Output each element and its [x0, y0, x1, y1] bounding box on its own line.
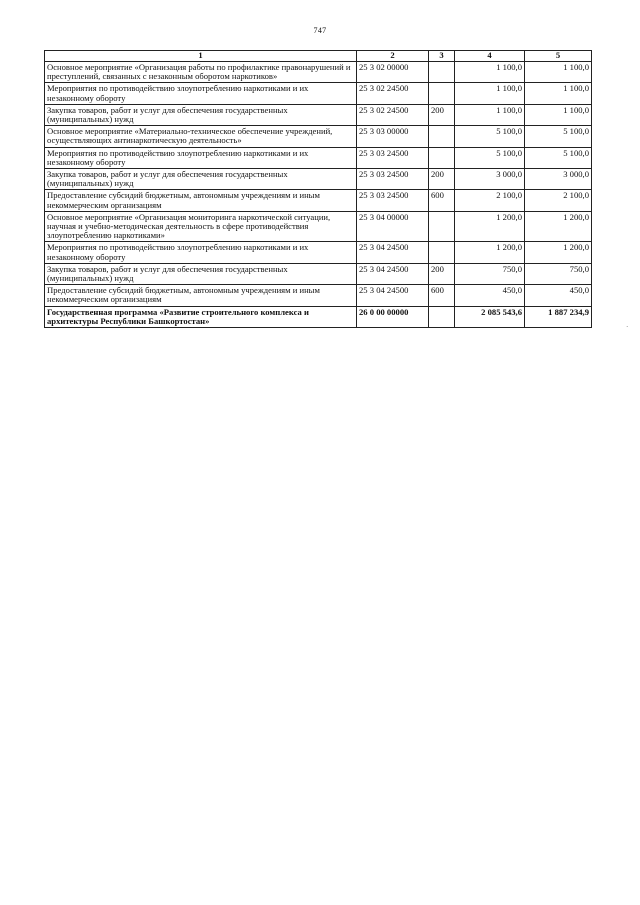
row-name: Мероприятия по противодействию злоупотреблению наркотиками и их незаконному обороту — [45, 242, 357, 263]
row-value-2: 1 100,0 — [525, 83, 592, 104]
row-value-2: 1 100,0 — [525, 104, 592, 125]
row-expense-type: 200 — [429, 169, 455, 190]
row-value-1: 1 100,0 — [455, 83, 525, 104]
total-code: 26 0 00 00000 — [357, 306, 429, 327]
row-expense-type: 200 — [429, 263, 455, 284]
row-code: 25 3 03 24500 — [357, 190, 429, 211]
row-value-1: 5 100,0 — [455, 126, 525, 147]
row-code: 25 3 03 00000 — [357, 126, 429, 147]
row-value-1: 1 200,0 — [455, 211, 525, 242]
row-value-2: 1 100,0 — [525, 62, 592, 83]
column-header: 1 — [45, 51, 357, 62]
table-row — [45, 83, 592, 104]
table-row — [45, 263, 592, 284]
row-value-1: 5 100,0 — [455, 147, 525, 168]
table-row — [45, 147, 592, 168]
row-value-2: 5 100,0 — [525, 147, 592, 168]
total-value-2: 1 887 234,9 — [525, 306, 592, 327]
total-name: Государственная программа «Развитие строительного комплекса и архитектуры Республики Башкортостан» — [45, 306, 357, 327]
total-row — [45, 306, 592, 327]
row-expense-type: 600 — [429, 190, 455, 211]
row-code: 25 3 04 24500 — [357, 263, 429, 284]
row-value-1: 1 100,0 — [455, 104, 525, 125]
row-code: 25 3 03 24500 — [357, 147, 429, 168]
row-name: Мероприятия по противодействию злоупотреблению наркотиками и их незаконному обороту — [45, 147, 357, 168]
row-expense-type — [429, 83, 455, 104]
row-code: 25 3 02 00000 — [357, 62, 429, 83]
row-expense-type — [429, 126, 455, 147]
scan-mark: · — [626, 323, 629, 331]
row-expense-type: 600 — [429, 285, 455, 306]
row-code: 25 3 03 24500 — [357, 169, 429, 190]
row-value-2: 1 200,0 — [525, 211, 592, 242]
row-name: Закупка товаров, работ и услуг для обеспечения государственных (муниципальных) нужд — [45, 104, 357, 125]
row-value-1: 750,0 — [455, 263, 525, 284]
table-row — [45, 242, 592, 263]
total-value-1: 2 085 543,6 — [455, 306, 525, 327]
row-expense-type — [429, 211, 455, 242]
row-code: 25 3 02 24500 — [357, 104, 429, 125]
row-name: Закупка товаров, работ и услуг для обеспечения государственных (муниципальных) нужд — [45, 263, 357, 284]
row-code: 25 3 02 24500 — [357, 83, 429, 104]
budget-table — [44, 50, 592, 328]
row-expense-type — [429, 242, 455, 263]
row-expense-type — [429, 147, 455, 168]
row-value-2: 1 200,0 — [525, 242, 592, 263]
table-row — [45, 211, 592, 242]
row-value-2: 2 100,0 — [525, 190, 592, 211]
row-name: Основное мероприятие «Организация мониторинга наркотической ситуации, научная и учебно-методическая деятельность в сфере противодействия злоупотреблению наркотиками» — [45, 211, 357, 242]
row-name: Предоставление субсидий бюджетным, автономным учреждениям и иным некоммерческим организациям — [45, 285, 357, 306]
table-row — [45, 285, 592, 306]
row-name: Мероприятия по противодействию злоупотреблению наркотиками и их незаконному обороту — [45, 83, 357, 104]
table-row — [45, 104, 592, 125]
total-expense-type — [429, 306, 455, 327]
row-expense-type — [429, 62, 455, 83]
row-name: Основное мероприятие «Материально-техническое обеспечение учреждений, осуществляющих антинаркотическую деятельность» — [45, 126, 357, 147]
page-number: 747 — [313, 26, 327, 35]
row-value-1: 450,0 — [455, 285, 525, 306]
row-name: Предоставление субсидий бюджетным, автономным учреждениям и иным некоммерческим организациям — [45, 190, 357, 211]
column-header: 4 — [455, 51, 525, 62]
table-row — [45, 169, 592, 190]
column-header: 3 — [429, 51, 455, 62]
row-value-2: 5 100,0 — [525, 126, 592, 147]
row-value-2: 450,0 — [525, 285, 592, 306]
row-value-1: 1 100,0 — [455, 62, 525, 83]
row-code: 25 3 04 24500 — [357, 285, 429, 306]
row-value-1: 2 100,0 — [455, 190, 525, 211]
row-value-1: 3 000,0 — [455, 169, 525, 190]
row-value-1: 1 200,0 — [455, 242, 525, 263]
table-row — [45, 62, 592, 83]
row-value-2: 750,0 — [525, 263, 592, 284]
row-value-2: 3 000,0 — [525, 169, 592, 190]
column-header: 5 — [525, 51, 592, 62]
table-row — [45, 190, 592, 211]
row-expense-type: 200 — [429, 104, 455, 125]
row-name: Основное мероприятие «Организация работы по профилактике правонарушений и преступлений, связанных с незаконным оборотом наркотиков» — [45, 62, 357, 83]
row-code: 25 3 04 00000 — [357, 211, 429, 242]
table-header-row — [45, 51, 592, 62]
column-header: 2 — [357, 51, 429, 62]
table-row — [45, 126, 592, 147]
row-code: 25 3 04 24500 — [357, 242, 429, 263]
row-name: Закупка товаров, работ и услуг для обеспечения государственных (муниципальных) нужд — [45, 169, 357, 190]
